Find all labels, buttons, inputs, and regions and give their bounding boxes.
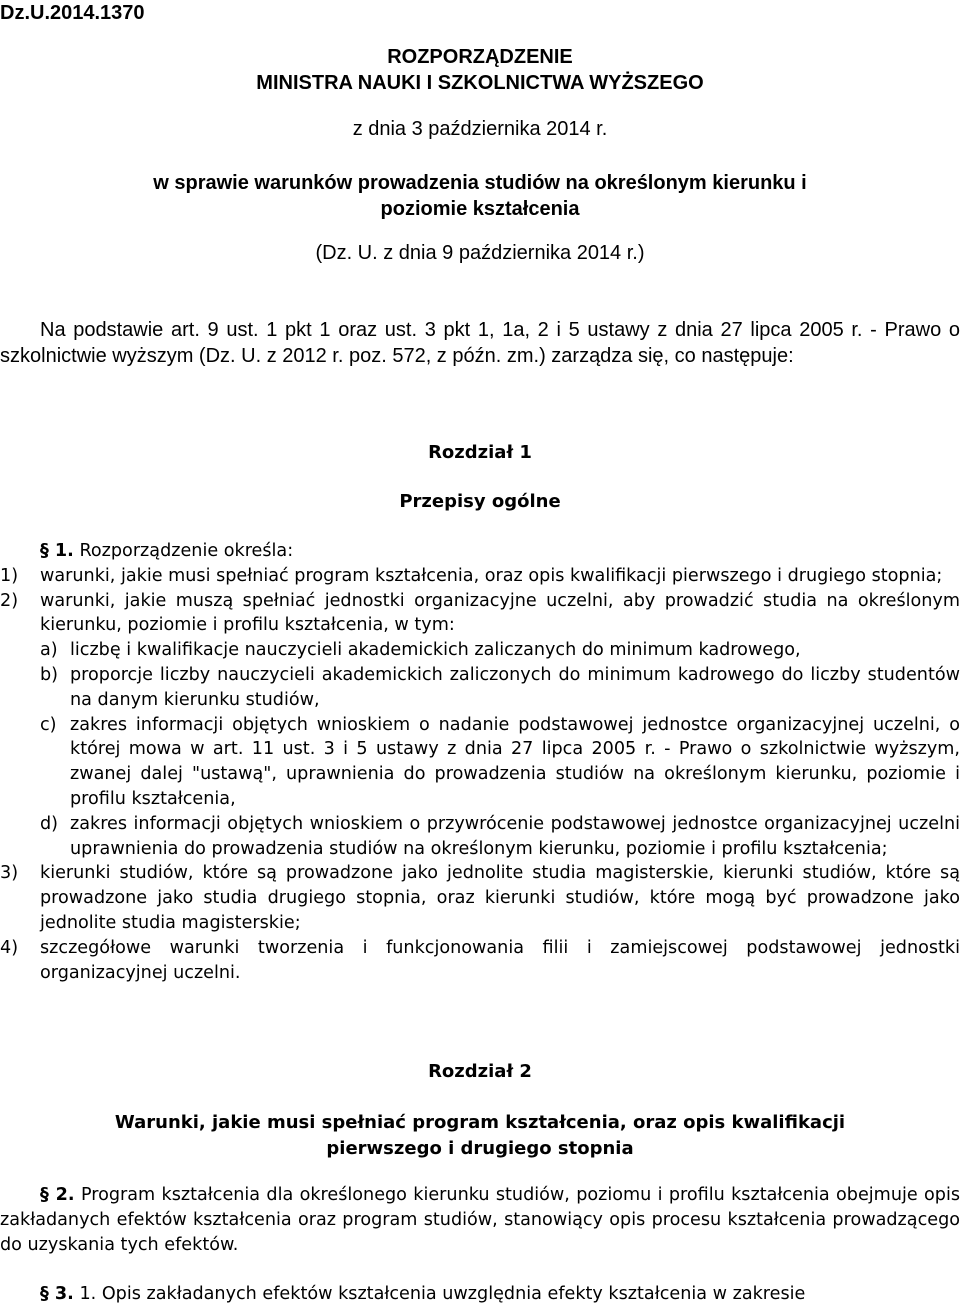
subitem-text: zakres informacji objętych wnioskiem o przywrócenie podstawowej jednostce organizacyjnej uczelni uprawnienia do prowadzenia studiów na określonym kierunku, poziomie i profilu kształcenia; bbox=[70, 813, 960, 859]
subitem-letter: b) bbox=[40, 664, 59, 685]
item-text: warunki, jakie musi spełniać program kształcenia, oraz opis kwalifikacji pierwszego i drugiego stopnia; bbox=[40, 565, 943, 586]
item-text: warunki, jakie muszą spełniać jednostki organizacyjne uczelni, aby prowadzić studia na określonym kierunku, poziomie i profilu kształcenia, w tym: bbox=[40, 590, 960, 636]
item-number: 1) bbox=[0, 565, 19, 586]
paragraph-3 bbox=[0, 1282, 960, 1307]
publication-source: (Dz. U. z dnia 9 października 2014 r.) bbox=[315, 242, 645, 264]
chapter1-title: Przepisy ogólne bbox=[399, 491, 561, 512]
par1-sign: § 1. bbox=[40, 541, 74, 561]
chapter2-heading: Rozdział 2 bbox=[428, 1061, 532, 1082]
item-text: szczegółowe warunki tworzenia i funkcjonowania filii i zamiejscowej podstawowej jednostki organizacyjnej uczelni. bbox=[40, 937, 960, 983]
subitem-letter: d) bbox=[40, 813, 59, 834]
subitem-text: liczbę i kwalifikacje nauczycieli akademickich zaliczanych do minimum kadrowego, bbox=[70, 640, 801, 661]
item-number: 4) bbox=[0, 937, 19, 958]
sub-list-item bbox=[40, 713, 960, 812]
paragraph-1 bbox=[0, 539, 960, 985]
subitem-text: proporcje liczby nauczycieli akademickich zaliczonych do minimum kadrowego do liczby studentów na danym kierunku studiów, bbox=[70, 664, 960, 710]
subitem-letter: c) bbox=[40, 714, 57, 735]
paragraph-2 bbox=[0, 1183, 960, 1257]
list-item bbox=[0, 589, 960, 639]
preamble: Na podstawie art. 9 ust. 1 pkt 1 oraz ust. 3 pkt 1, 1a, 2 i 5 ustawy z dnia 27 lipca 2005 r. - Prawo o szkolnictwie wyższym (Dz. U. z 2012 r. poz. 572, z późn. zm.) zarządza się, co następuje: bbox=[0, 319, 960, 367]
subitem-letter: a) bbox=[40, 640, 58, 661]
item-text: kierunki studiów, które są prowadzone jako jednolite studia magisterskie, kierunki studiów, które są prowadzone jako studia drugiego stopnia, oraz kierunki studiów, które mogą być prowadzone jako jednolite studia magisterskie; bbox=[40, 863, 960, 933]
par3-sign: § 3. bbox=[40, 1284, 74, 1304]
chapter1-heading: Rozdział 1 bbox=[428, 442, 532, 463]
item-number: 3) bbox=[0, 863, 19, 884]
act-title bbox=[0, 44, 960, 96]
list-item bbox=[0, 861, 960, 935]
sub-list-item bbox=[40, 663, 960, 713]
par1-intro-text: Rozporządzenie określa: bbox=[79, 541, 294, 561]
sub-list-item bbox=[40, 638, 960, 663]
item-number: 2) bbox=[0, 590, 19, 611]
act-title-line1: ROZPORZĄDZENIE bbox=[387, 46, 573, 68]
par2-sign: § 2. bbox=[40, 1185, 75, 1205]
document-reference: Dz.U.2014.1370 bbox=[0, 2, 145, 24]
list-item bbox=[0, 936, 960, 986]
act-title-line2: MINISTRA NAUKI I SZKOLNICTWA WYŻSZEGO bbox=[256, 72, 704, 94]
par2-text: Program kształcenia dla określonego kierunku studiów, poziomu i profilu kształcenia obejmuje opis zakładanych efektów kształcenia oraz program studiów, stanowiący opis procesu kształcenia prowadzącego do uzyskania tych efektów. bbox=[0, 1185, 960, 1255]
par3-text: 1. Opis zakładanych efektów kształcenia uwzględnia efekty kształcenia w zakresie bbox=[79, 1284, 806, 1304]
par1-intro bbox=[0, 539, 960, 564]
subitem-list bbox=[0, 638, 960, 861]
act-subject: w sprawie warunków prowadzenia studiów na określonym kierunku i poziomie kształcenia bbox=[153, 172, 807, 220]
chapter2-title: Warunki, jakie musi spełniać program kształcenia, oraz opis kwalifikacji pierwszego i drugiego stopnia bbox=[114, 1112, 846, 1159]
act-date: z dnia 3 października 2014 r. bbox=[352, 118, 608, 140]
list-item bbox=[0, 564, 960, 589]
subitem-text: zakres informacji objętych wnioskiem o nadanie podstawowej jednostce organizacyjnej uczelni, o której mowa w art. 11 ust. 3 i 5 ustawy z dnia 27 lipca 2005 r. - Prawo o szkolnictwie wyższym, zwanej dalej "ustawą", uprawnienia do prowadzenia studiów na określonym kierunku, poziomie i profilu kształcenia, bbox=[70, 714, 960, 809]
sub-list-item bbox=[40, 812, 960, 862]
